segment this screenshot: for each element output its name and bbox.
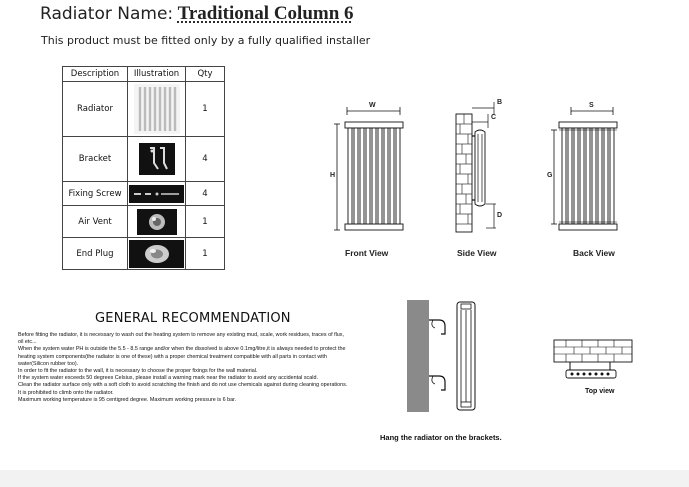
table-row — [63, 82, 225, 137]
table-row — [63, 182, 225, 206]
hang-diagram — [405, 298, 485, 418]
part-qty: 1 — [186, 238, 225, 270]
installer-note: This product must be fitted only by a fully qualified installer — [41, 34, 371, 47]
part-description: Air Vent — [63, 206, 128, 238]
screw-icon — [129, 185, 184, 203]
header-description: Description — [63, 67, 128, 82]
parts-table — [62, 66, 225, 270]
part-description: Bracket — [63, 137, 128, 182]
recommendation-paragraph: In order to fit the radiator to the wall, it is necessary to choose the proper fixings for the wall material. — [18, 368, 258, 375]
recommendation-paragraph: When the system water PH is outside the 5.5 - 8.5 range and/or when the dissolved is above 0.1mg/litre,it is always needed to protect the heating system components(the radiator is one of these) with a proper chemical treatment compatible with all parts in contact with water(Silicon rubber too). — [18, 346, 346, 367]
front-view-label: Front View — [345, 248, 389, 258]
table-row — [63, 238, 225, 270]
table-row — [63, 137, 225, 182]
table-row — [63, 206, 225, 238]
part-qty: 1 — [186, 206, 225, 238]
back-view-label: Back View — [573, 248, 615, 258]
header-qty: Qty — [186, 67, 225, 82]
header-illustration: Illustration — [128, 67, 186, 82]
side-view-label: Side View — [457, 248, 497, 258]
side-view-dim-b: B — [497, 99, 503, 106]
radiator-icon — [129, 83, 184, 135]
air-vent-icon — [137, 209, 177, 235]
recommendation-paragraph: It is prohibited to climb onto the radiator. — [18, 389, 114, 396]
title-prefix: Radiator Name: — [40, 4, 174, 24]
parts-table-header — [63, 67, 225, 82]
page-bottom-strip — [0, 470, 689, 487]
recommendation-paragraph: If the system water exceeds 50 degrees Celsius, please install a warning mark near the radiator to avoid any accidental scald. — [18, 375, 318, 382]
back-view-height-label: G — [547, 172, 553, 179]
bracket-icon — [139, 143, 175, 175]
top-view-label: Top view — [585, 388, 615, 395]
front-view-diagram — [328, 100, 418, 240]
part-description: Fixing Screw — [63, 182, 128, 206]
recommendation-text — [18, 332, 348, 404]
part-description: End Plug — [63, 238, 128, 270]
recommendation-paragraph: Maximum working temperature is 95 centigred degree. Maximum working pressure is 6 bar. — [18, 396, 237, 403]
recommendation-title: GENERAL RECOMMENDATION — [95, 311, 291, 326]
front-view-height-label: H — [330, 172, 336, 179]
side-view-dim-d: D — [497, 212, 503, 219]
hang-caption: Hang the radiator on the brackets. — [380, 433, 502, 442]
page-title — [40, 3, 354, 25]
front-view-width-label: W — [369, 102, 376, 109]
back-view-spacing-label: S — [589, 102, 594, 109]
side-view-diagram — [450, 96, 512, 236]
end-plug-icon — [129, 240, 184, 268]
top-view-diagram — [548, 334, 638, 384]
recommendation-paragraph: Before fitting the radiator, it is necessary to wash out the heating system to remove any existing mud, scale, work residues, traces of flux, oil etc... — [18, 332, 344, 346]
recommendation-paragraph: Clean the radiator surface only with a soft cloth to avoid scratching the finish and do not use chemicals against during cleaning operations. — [18, 382, 348, 389]
part-qty: 4 — [186, 137, 225, 182]
part-description: Radiator — [63, 82, 128, 137]
side-view-dim-c: C — [491, 114, 497, 121]
back-view-diagram — [545, 100, 625, 240]
radiator-name: Traditional Column 6 — [177, 3, 354, 24]
part-qty: 1 — [186, 82, 225, 137]
part-qty: 4 — [186, 182, 225, 206]
